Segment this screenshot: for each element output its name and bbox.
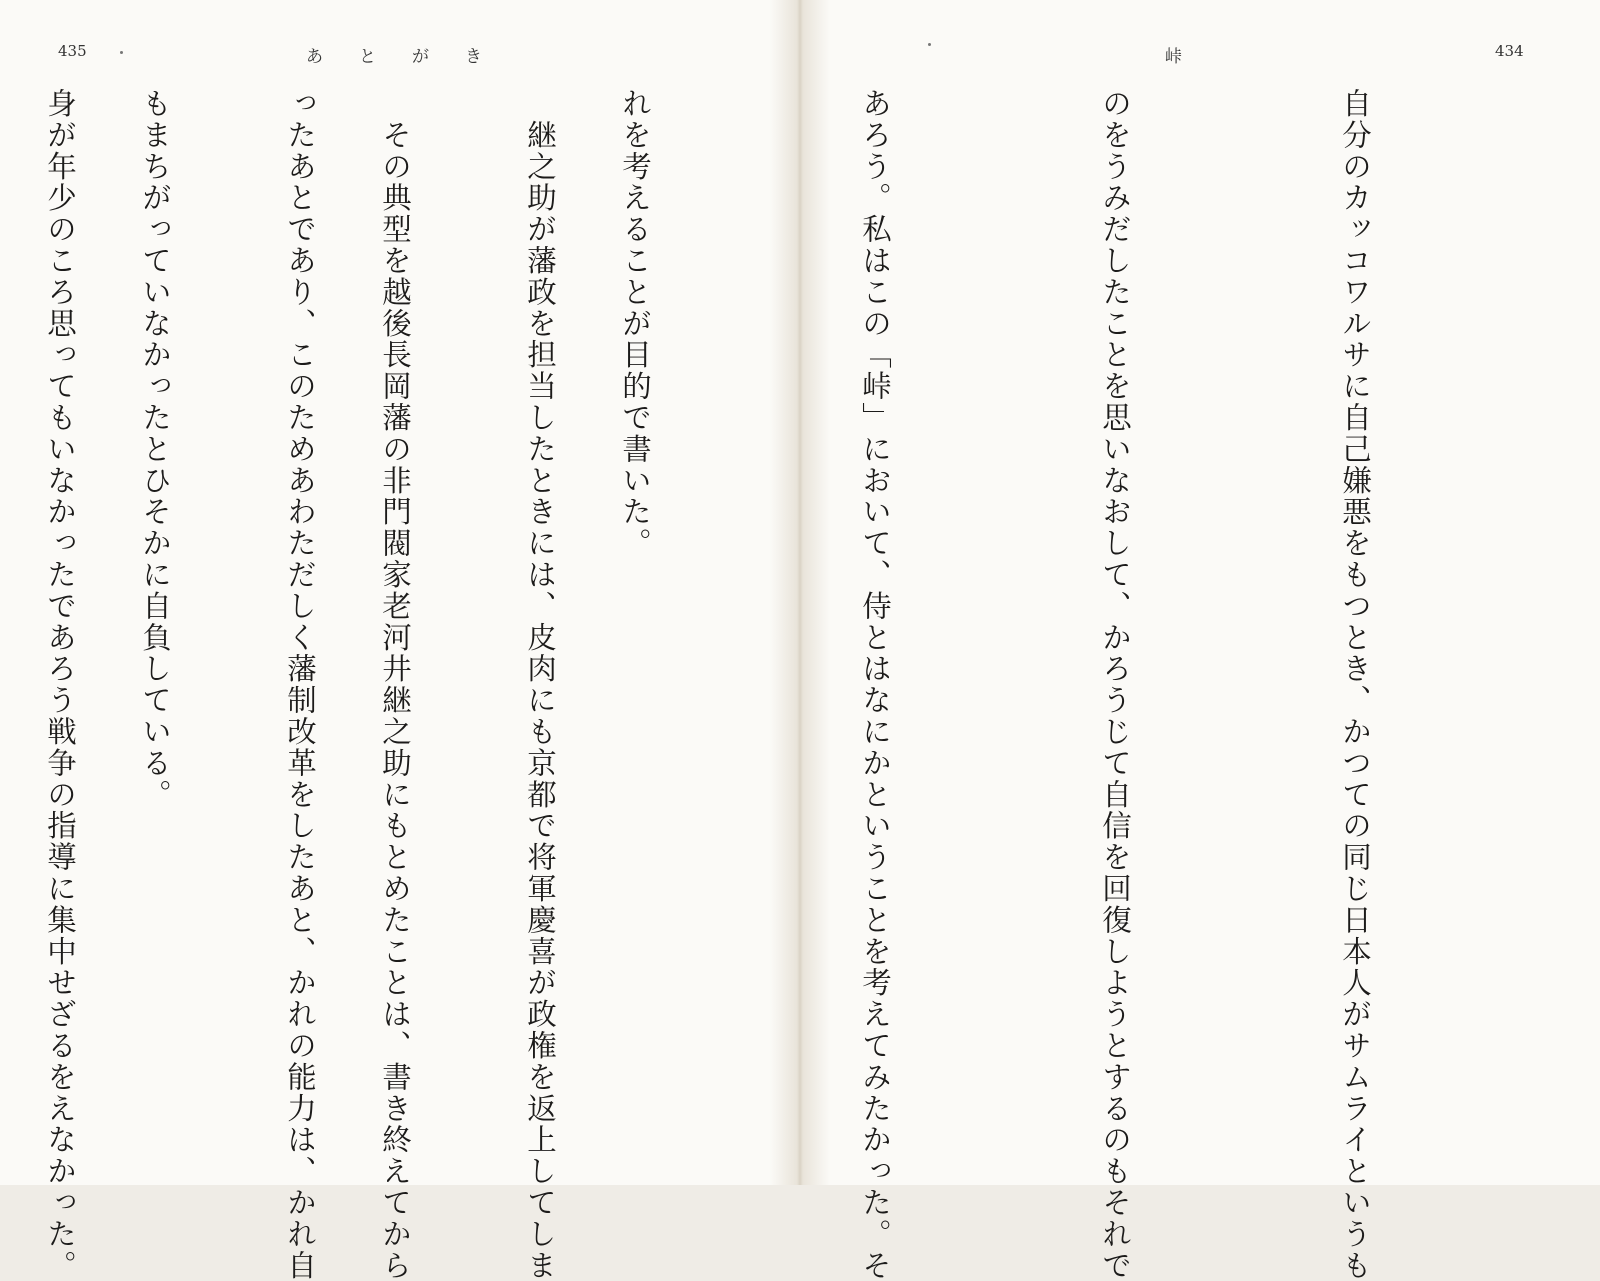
left-running-head: あとがき bbox=[306, 47, 518, 67]
text-column: れを考えることが目的で書いた。 bbox=[618, 88, 652, 559]
right-running-head: 峠 bbox=[1165, 47, 1218, 67]
text-column: その典型を越後長岡藩の非門閥家老河井継之助にもとめたことは、書き終えてから bbox=[378, 88, 412, 1281]
speck bbox=[120, 51, 123, 54]
text-column: ったあとであり、このためあわただしく藩制改革をしたあと、かれの能力は、かれ自 bbox=[283, 88, 317, 1281]
text-column: のをうみだしたことを思いなおして、かろうじて自信を回復しようとするのもそれで bbox=[1098, 88, 1132, 1281]
text-column: 身が年少のころ思ってもいなかったであろう戦争の指導に集中せざるをえなかった。 bbox=[43, 88, 77, 1281]
left-page-number: 435 bbox=[58, 42, 87, 60]
text-column: 継之助が藩政を担当したときには、皮肉にも京都で将軍慶喜が政権を返上してしま bbox=[523, 88, 557, 1281]
speck bbox=[928, 43, 931, 46]
text-column: もまちがっていなかったとひそかに自負している。 bbox=[138, 88, 172, 811]
text-column: 自分のカッコワルサに自己嫌悪をもつとき、かつての同じ日本人がサムライというも bbox=[1338, 88, 1372, 1281]
right-page-number: 434 bbox=[1495, 42, 1524, 60]
text-column: あろう。私はこの「峠」において、侍とはなにかということを考えてみたかった。そ bbox=[858, 88, 892, 1281]
right-body-text bbox=[0, 88, 1555, 1281]
